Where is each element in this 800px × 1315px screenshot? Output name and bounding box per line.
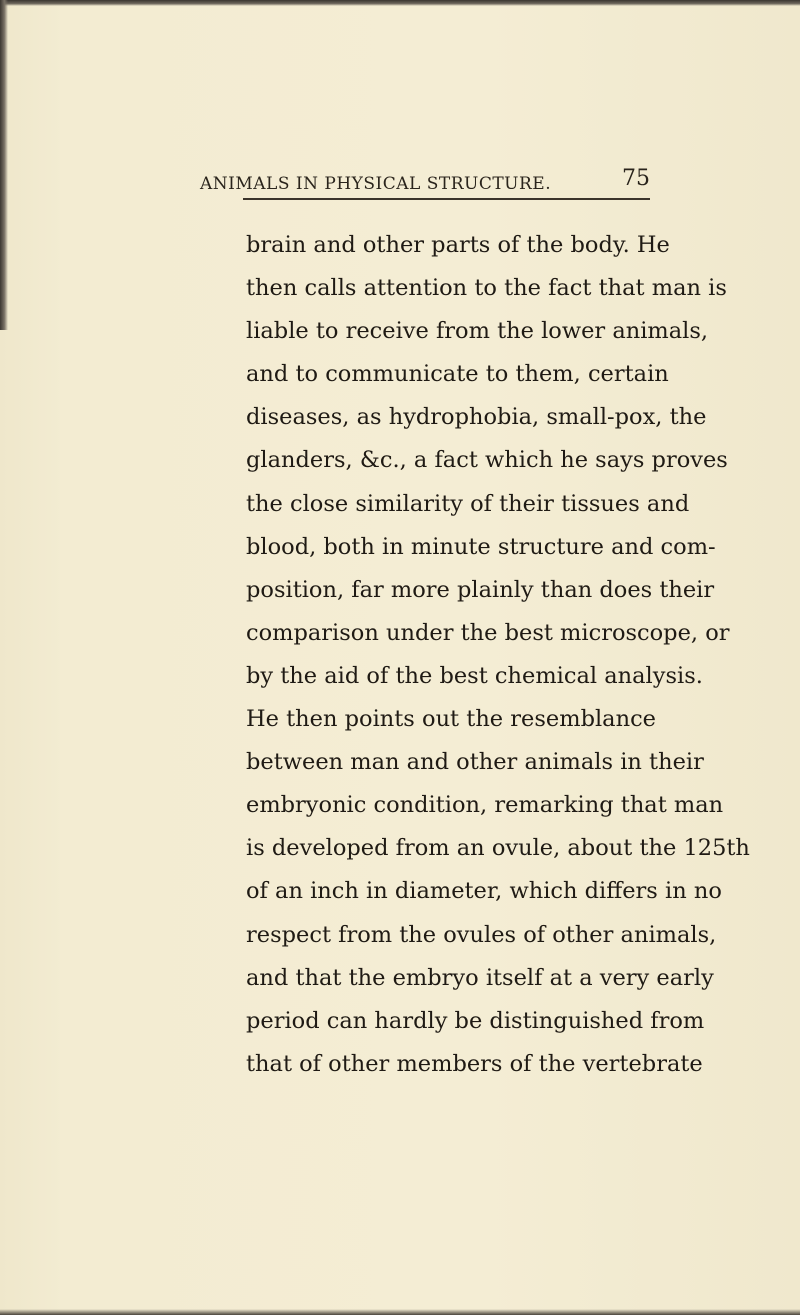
- text-line: respect from the ovules of other animals,: [246, 921, 717, 948]
- page-left-edge-shadow: [0, 0, 8, 330]
- text-line: and that the embryo itself at a very early: [246, 964, 714, 991]
- header-rule: [243, 198, 650, 200]
- text-line: is developed from an ovule, about the 125th: [246, 835, 750, 862]
- text-line: the close similarity of their tissues and: [246, 490, 690, 517]
- text-line: embryonic condition, remarking that man: [246, 792, 724, 819]
- running-title: ANIMALS IN PHYSICAL STRUCTURE.: [200, 174, 552, 194]
- page-bottom-edge-shadow: [0, 1309, 800, 1315]
- text-line: between man and other animals in their: [246, 749, 704, 776]
- text-line: by the aid of the best chemical analysis.: [246, 662, 703, 689]
- text-line: brain and other parts of the body. He: [246, 232, 670, 258]
- text-line: comparison under the best microscope, or: [246, 619, 730, 646]
- text-line: liable to receive from the lower animals,: [246, 318, 709, 345]
- text-line: He then points out the resemblance: [246, 706, 656, 733]
- text-line: of an inch in diameter, which differs in no: [246, 878, 722, 905]
- page-number: 75: [622, 166, 650, 191]
- text-line: diseases, as hydrophobia, small-pox, the: [246, 404, 707, 431]
- text-line: then calls attention to the fact that man is: [246, 275, 727, 302]
- text-line: and to communicate to them, certain: [246, 361, 669, 388]
- body-text: [246, 224, 750, 1086]
- text-line: blood, both in minute structure and com-: [246, 533, 716, 560]
- running-head: [200, 166, 650, 206]
- text-line: period can hardly be distinguished from: [246, 1007, 705, 1034]
- text-line: that of other members of the vertebrate: [246, 1050, 703, 1077]
- text-line: position, far more plainly than does their: [246, 576, 715, 603]
- text-line: glanders, &c., a fact which he says proves: [246, 447, 728, 474]
- page-top-edge-shadow: [0, 0, 800, 6]
